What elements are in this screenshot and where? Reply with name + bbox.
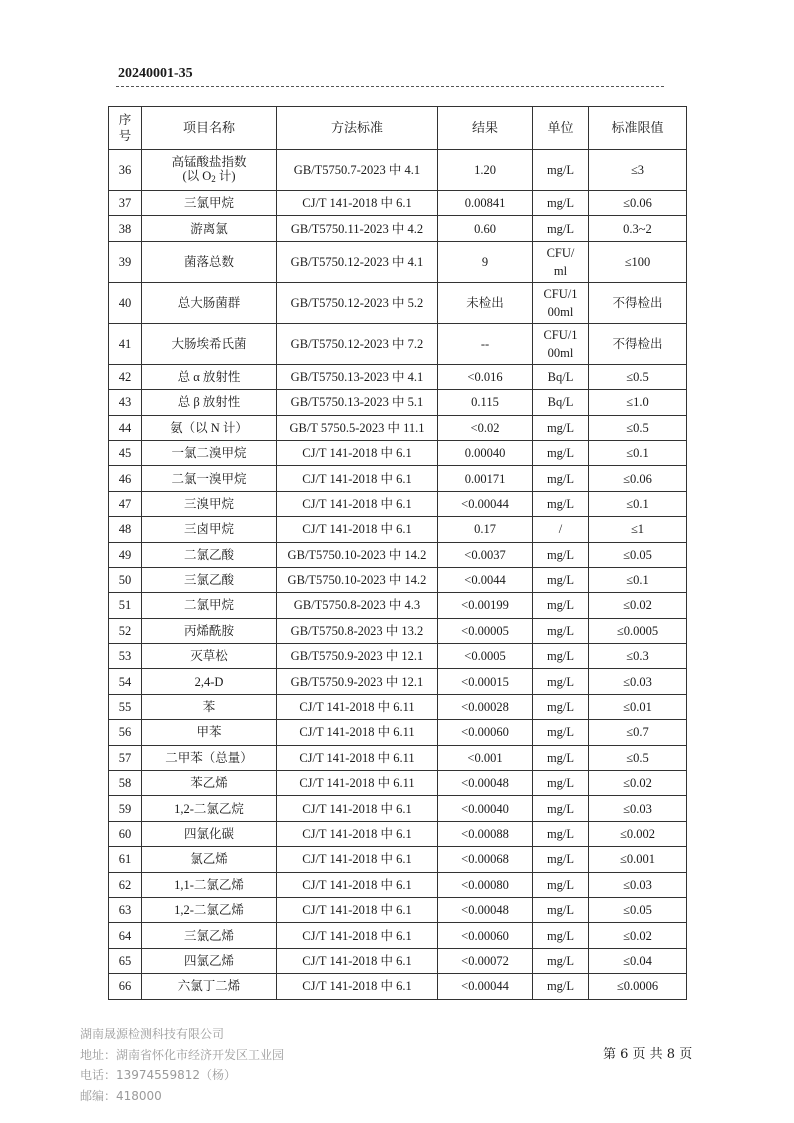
row-no: 60 xyxy=(109,821,142,846)
row-method: CJ/T 141-2018 中 6.1 xyxy=(277,872,438,897)
company-name: 湖南晟源检测科技有限公司 xyxy=(80,1027,225,1041)
header-divider xyxy=(116,86,664,87)
row-method: CJ/T 141-2018 中 6.1 xyxy=(277,923,438,948)
table-row xyxy=(109,567,687,592)
row-limit: ≤0.1 xyxy=(589,440,687,465)
table-row xyxy=(109,872,687,897)
row-result: 0.115 xyxy=(438,390,533,415)
row-result: <0.00072 xyxy=(438,948,533,973)
row-result: <0.00040 xyxy=(438,796,533,821)
row-limit: ≤0.3 xyxy=(589,644,687,669)
row-limit: ≤0.0005 xyxy=(589,618,687,643)
table-row xyxy=(109,542,687,567)
row-method: CJ/T 141-2018 中 6.11 xyxy=(277,771,438,796)
row-item: 二甲苯（总量） xyxy=(142,745,277,770)
table-row xyxy=(109,796,687,821)
row-no: 55 xyxy=(109,694,142,719)
row-method: GB/T5750.10-2023 中 14.2 xyxy=(277,542,438,567)
row-unit: mg/L xyxy=(533,771,589,796)
row-method: CJ/T 141-2018 中 6.1 xyxy=(277,440,438,465)
row-result: <0.0044 xyxy=(438,567,533,592)
table-row xyxy=(109,847,687,872)
row-unit: mg/L xyxy=(533,466,589,491)
row-item: 1,2-二氯乙烯 xyxy=(142,897,277,922)
row-method: CJ/T 141-2018 中 6.1 xyxy=(277,897,438,922)
row-method: GB/T5750.10-2023 中 14.2 xyxy=(277,567,438,592)
row-unit: mg/L xyxy=(533,974,589,999)
row-unit: mg/L xyxy=(533,440,589,465)
table-row xyxy=(109,241,687,282)
table-header-row xyxy=(109,107,687,150)
table-row xyxy=(109,282,687,323)
row-item: 六氯丁二烯 xyxy=(142,974,277,999)
row-unit-line1: CFU/1 xyxy=(543,286,578,301)
row-unit: mg/L xyxy=(533,948,589,973)
header-item: 项目名称 xyxy=(142,107,277,150)
row-limit: ≤0.05 xyxy=(589,897,687,922)
row-method: CJ/T 141-2018 中 6.1 xyxy=(277,466,438,491)
row-method: CJ/T 141-2018 中 6.1 xyxy=(277,974,438,999)
table-row xyxy=(109,364,687,389)
row-result: <0.00199 xyxy=(438,593,533,618)
row-unit: mg/L xyxy=(533,216,589,241)
row-item: 一氯二溴甲烷 xyxy=(142,440,277,465)
row-limit: ≤1.0 xyxy=(589,390,687,415)
row-unit: mg/L xyxy=(533,150,589,191)
table-row xyxy=(109,150,687,191)
row-item-line1: 高锰酸盐指数 xyxy=(171,154,247,169)
row-method: GB/T5750.13-2023 中 4.1 xyxy=(277,364,438,389)
row-unit: mg/L xyxy=(533,745,589,770)
row-result: <0.00080 xyxy=(438,872,533,897)
table-row xyxy=(109,593,687,618)
row-limit: ≤0.1 xyxy=(589,491,687,516)
row-item xyxy=(142,150,277,191)
row-result: <0.00060 xyxy=(438,720,533,745)
row-no: 61 xyxy=(109,847,142,872)
row-result: <0.00044 xyxy=(438,974,533,999)
row-unit: mg/L xyxy=(533,897,589,922)
row-no: 65 xyxy=(109,948,142,973)
row-result: <0.00068 xyxy=(438,847,533,872)
row-result: <0.016 xyxy=(438,364,533,389)
row-no: 40 xyxy=(109,282,142,323)
row-unit: mg/L xyxy=(533,567,589,592)
table-row xyxy=(109,517,687,542)
row-limit: ≤0.02 xyxy=(589,593,687,618)
row-no: 57 xyxy=(109,745,142,770)
results-table xyxy=(108,106,687,1000)
row-method: GB/T5750.9-2023 中 12.1 xyxy=(277,669,438,694)
row-no: 42 xyxy=(109,364,142,389)
row-method: GB/T5750.12-2023 中 4.1 xyxy=(277,241,438,282)
row-limit: ≤0.7 xyxy=(589,720,687,745)
row-limit: ≤0.01 xyxy=(589,694,687,719)
row-method: CJ/T 141-2018 中 6.11 xyxy=(277,745,438,770)
row-limit: ≤0.02 xyxy=(589,771,687,796)
row-method: CJ/T 141-2018 中 6.1 xyxy=(277,948,438,973)
row-unit: / xyxy=(533,517,589,542)
row-unit: mg/L xyxy=(533,415,589,440)
row-no: 64 xyxy=(109,923,142,948)
company-phone: 电话：13974559812（杨） xyxy=(80,1068,236,1082)
header-no-text: 序号 xyxy=(118,113,132,143)
row-item: 二氯一溴甲烷 xyxy=(142,466,277,491)
row-unit: mg/L xyxy=(533,847,589,872)
row-limit: ≤0.06 xyxy=(589,466,687,491)
row-limit: ≤0.001 xyxy=(589,847,687,872)
row-result: 1.20 xyxy=(438,150,533,191)
row-item-line2-end: 计) xyxy=(215,168,236,183)
row-item: 游离氯 xyxy=(142,216,277,241)
row-result: 0.60 xyxy=(438,216,533,241)
row-unit xyxy=(533,241,589,282)
row-item: 三氯甲烷 xyxy=(142,191,277,216)
row-no: 63 xyxy=(109,897,142,922)
table-row xyxy=(109,618,687,643)
row-method: CJ/T 141-2018 中 6.1 xyxy=(277,821,438,846)
row-item: 2,4-D xyxy=(142,669,277,694)
table-row xyxy=(109,491,687,516)
row-method: GB/T5750.11-2023 中 4.2 xyxy=(277,216,438,241)
row-no: 47 xyxy=(109,491,142,516)
header-limit: 标准限值 xyxy=(589,107,687,150)
row-no: 58 xyxy=(109,771,142,796)
row-limit: ≤0.03 xyxy=(589,669,687,694)
row-unit: mg/L xyxy=(533,796,589,821)
row-unit xyxy=(533,323,589,364)
row-unit: mg/L xyxy=(533,191,589,216)
row-item: 菌落总数 xyxy=(142,241,277,282)
row-no: 37 xyxy=(109,191,142,216)
row-unit: mg/L xyxy=(533,593,589,618)
row-result: <0.00015 xyxy=(438,669,533,694)
row-limit: 不得检出 xyxy=(589,323,687,364)
table-row xyxy=(109,897,687,922)
row-limit: 0.3~2 xyxy=(589,216,687,241)
row-unit-line1: CFU/1 xyxy=(543,327,578,342)
row-no: 41 xyxy=(109,323,142,364)
row-no: 39 xyxy=(109,241,142,282)
row-item: 四氯乙烯 xyxy=(142,948,277,973)
row-no: 36 xyxy=(109,150,142,191)
row-unit: mg/L xyxy=(533,694,589,719)
row-method: GB/T5750.9-2023 中 12.1 xyxy=(277,644,438,669)
row-method: GB/T5750.12-2023 中 5.2 xyxy=(277,282,438,323)
row-method: GB/T5750.13-2023 中 5.1 xyxy=(277,390,438,415)
row-item: 大肠埃希氏菌 xyxy=(142,323,277,364)
table-row xyxy=(109,669,687,694)
table-row xyxy=(109,948,687,973)
row-limit: ≤100 xyxy=(589,241,687,282)
row-unit-line2: 00ml xyxy=(547,304,574,319)
row-item: 氨（以 N 计） xyxy=(142,415,277,440)
row-item: 总 β 放射性 xyxy=(142,390,277,415)
row-no: 52 xyxy=(109,618,142,643)
row-unit: Bq/L xyxy=(533,390,589,415)
row-unit: Bq/L xyxy=(533,364,589,389)
row-unit: mg/L xyxy=(533,618,589,643)
row-unit: mg/L xyxy=(533,720,589,745)
row-item: 1,2-二氯乙烷 xyxy=(142,796,277,821)
company-postcode: 邮编：418000 xyxy=(80,1088,162,1103)
row-unit: mg/L xyxy=(533,542,589,567)
row-result: <0.00005 xyxy=(438,618,533,643)
table-row xyxy=(109,745,687,770)
row-item: 氯乙烯 xyxy=(142,847,277,872)
row-method: CJ/T 141-2018 中 6.1 xyxy=(277,491,438,516)
row-method: GB/T5750.7-2023 中 4.1 xyxy=(277,150,438,191)
table-row xyxy=(109,191,687,216)
row-method: CJ/T 141-2018 中 6.1 xyxy=(277,191,438,216)
table-body xyxy=(109,150,687,1000)
row-unit: mg/L xyxy=(533,821,589,846)
row-method: GB/T5750.12-2023 中 7.2 xyxy=(277,323,438,364)
row-no: 44 xyxy=(109,415,142,440)
row-method: CJ/T 141-2018 中 6.11 xyxy=(277,720,438,745)
company-info xyxy=(80,1024,284,1106)
table-row xyxy=(109,771,687,796)
row-item-line2 xyxy=(144,169,274,186)
row-limit: ≤0.0006 xyxy=(589,974,687,999)
row-result: <0.00088 xyxy=(438,821,533,846)
row-no: 59 xyxy=(109,796,142,821)
row-result: <0.02 xyxy=(438,415,533,440)
row-result: <0.00048 xyxy=(438,897,533,922)
table-row xyxy=(109,644,687,669)
row-item: 苯 xyxy=(142,694,277,719)
row-unit: mg/L xyxy=(533,872,589,897)
row-method: GB/T5750.8-2023 中 4.3 xyxy=(277,593,438,618)
row-result: -- xyxy=(438,323,533,364)
row-limit: ≤0.03 xyxy=(589,872,687,897)
row-method: CJ/T 141-2018 中 6.11 xyxy=(277,694,438,719)
table-row xyxy=(109,415,687,440)
row-limit: ≤0.5 xyxy=(589,364,687,389)
header-method: 方法标准 xyxy=(277,107,438,150)
row-item: 三氯乙酸 xyxy=(142,567,277,592)
table-row xyxy=(109,466,687,491)
header-unit: 单位 xyxy=(533,107,589,150)
row-result: <0.0037 xyxy=(438,542,533,567)
row-unit: mg/L xyxy=(533,923,589,948)
row-item: 灭草松 xyxy=(142,644,277,669)
row-result: <0.00048 xyxy=(438,771,533,796)
row-result: 0.00841 xyxy=(438,191,533,216)
row-result: <0.00060 xyxy=(438,923,533,948)
row-no: 50 xyxy=(109,567,142,592)
row-item: 三卤甲烷 xyxy=(142,517,277,542)
row-method: CJ/T 141-2018 中 6.1 xyxy=(277,847,438,872)
table-row xyxy=(109,694,687,719)
row-no: 49 xyxy=(109,542,142,567)
company-address: 地址：湖南省怀化市经济开发区工业园 xyxy=(80,1047,285,1062)
row-result: 0.00040 xyxy=(438,440,533,465)
row-method: CJ/T 141-2018 中 6.1 xyxy=(277,517,438,542)
row-no: 56 xyxy=(109,720,142,745)
row-unit xyxy=(533,282,589,323)
row-result: 9 xyxy=(438,241,533,282)
row-result: <0.00044 xyxy=(438,491,533,516)
row-unit: mg/L xyxy=(533,491,589,516)
row-limit: 不得检出 xyxy=(589,282,687,323)
row-unit-line1: CFU/ xyxy=(546,245,575,260)
row-unit: mg/L xyxy=(533,669,589,694)
table-row xyxy=(109,216,687,241)
row-no: 43 xyxy=(109,390,142,415)
table-row xyxy=(109,323,687,364)
header-no xyxy=(109,107,142,150)
row-item-subscript: 2 xyxy=(211,173,216,184)
row-item-line2-text: (以 O xyxy=(182,168,212,183)
row-item: 甲苯 xyxy=(142,720,277,745)
row-limit: ≤0.1 xyxy=(589,567,687,592)
row-result: 未检出 xyxy=(438,282,533,323)
row-item: 二氯乙酸 xyxy=(142,542,277,567)
row-item: 三溴甲烷 xyxy=(142,491,277,516)
row-item: 四氯化碳 xyxy=(142,821,277,846)
row-limit: ≤1 xyxy=(589,517,687,542)
document-id: 20240001-35 xyxy=(118,66,193,81)
row-result: <0.00028 xyxy=(438,694,533,719)
row-method: CJ/T 141-2018 中 6.1 xyxy=(277,796,438,821)
row-no: 54 xyxy=(109,669,142,694)
row-limit: ≤0.5 xyxy=(589,415,687,440)
row-no: 38 xyxy=(109,216,142,241)
row-limit: ≤0.04 xyxy=(589,948,687,973)
header-result: 结果 xyxy=(438,107,533,150)
row-no: 48 xyxy=(109,517,142,542)
row-limit: ≤0.02 xyxy=(589,923,687,948)
row-no: 46 xyxy=(109,466,142,491)
row-item: 丙烯酰胺 xyxy=(142,618,277,643)
row-no: 51 xyxy=(109,593,142,618)
table-row xyxy=(109,390,687,415)
table-row xyxy=(109,923,687,948)
row-item: 总 α 放射性 xyxy=(142,364,277,389)
row-result: <0.001 xyxy=(438,745,533,770)
table-row xyxy=(109,974,687,999)
table-row xyxy=(109,720,687,745)
row-limit: ≤0.03 xyxy=(589,796,687,821)
row-result: 0.17 xyxy=(438,517,533,542)
row-unit-line2: ml xyxy=(553,263,568,278)
row-limit: ≤0.5 xyxy=(589,745,687,770)
page-number: 第 6 页 共 8 页 xyxy=(603,1047,693,1062)
row-limit: ≤0.06 xyxy=(589,191,687,216)
row-item: 1,1-二氯乙烯 xyxy=(142,872,277,897)
row-no: 66 xyxy=(109,974,142,999)
row-method: GB/T 5750.5-2023 中 11.1 xyxy=(277,415,438,440)
table-row xyxy=(109,440,687,465)
row-no: 45 xyxy=(109,440,142,465)
row-result: 0.00171 xyxy=(438,466,533,491)
row-unit: mg/L xyxy=(533,644,589,669)
row-item: 三氯乙烯 xyxy=(142,923,277,948)
row-item: 苯乙烯 xyxy=(142,771,277,796)
row-item: 总大肠菌群 xyxy=(142,282,277,323)
row-item: 二氯甲烷 xyxy=(142,593,277,618)
table-row xyxy=(109,821,687,846)
row-limit: ≤3 xyxy=(589,150,687,191)
row-limit: ≤0.002 xyxy=(589,821,687,846)
row-no: 53 xyxy=(109,644,142,669)
row-limit: ≤0.05 xyxy=(589,542,687,567)
row-result: <0.0005 xyxy=(438,644,533,669)
row-no: 62 xyxy=(109,872,142,897)
row-unit-line2: 00ml xyxy=(547,345,574,360)
row-method: GB/T5750.8-2023 中 13.2 xyxy=(277,618,438,643)
